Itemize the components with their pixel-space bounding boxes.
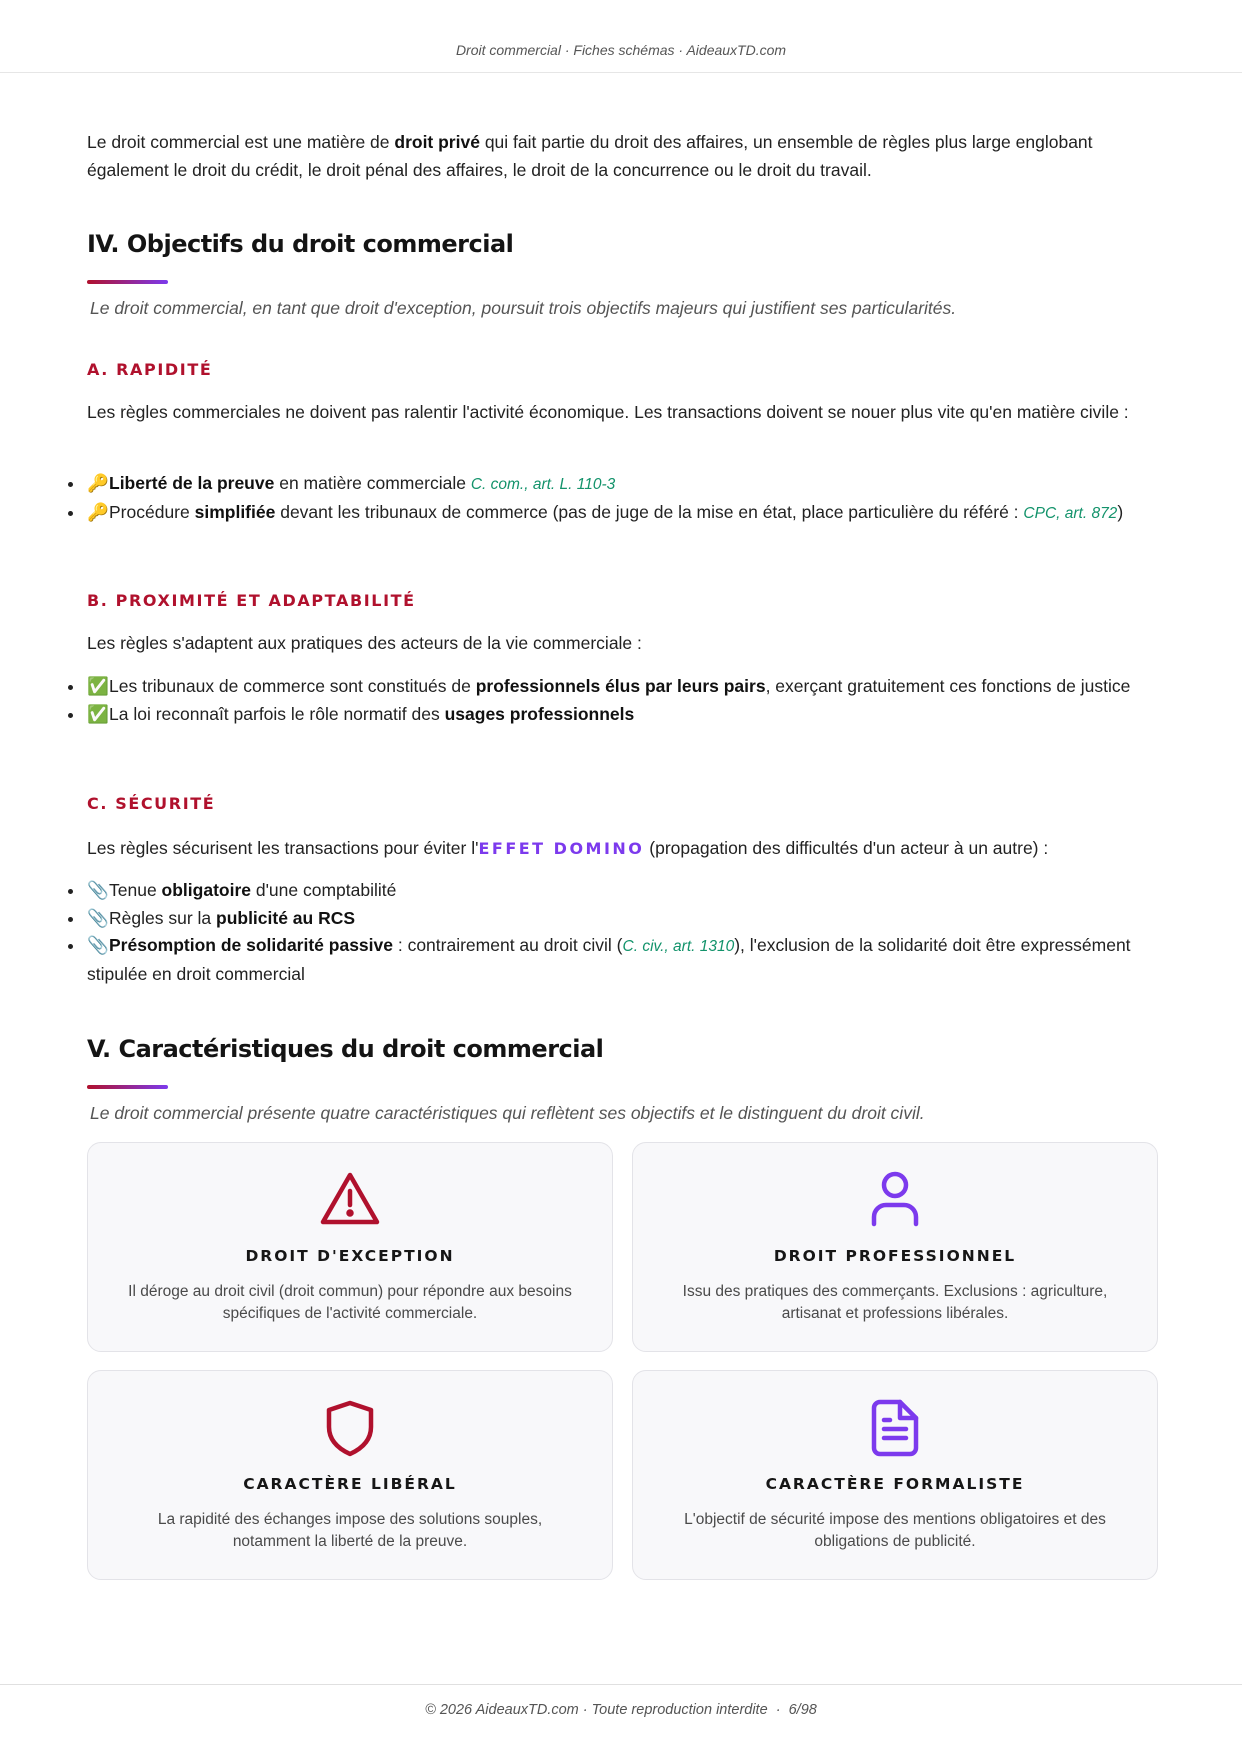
list-item: 📎Présomption de solidarité passive : contrairement au droit civil (C. civ., art. 1310), l'exclusion de la solidarité doit être expressément stipulée en droit commercial	[87, 932, 1157, 988]
list-item: 📎Règles sur la publicité au RCS	[87, 905, 1157, 933]
copyright-text: © 2026 AideauxTD.com · Toute reproduction interdite	[425, 1702, 768, 1718]
list-item: ✅La loi reconnaît parfois le rôle normatif des usages professionnels	[87, 701, 1157, 729]
document-icon	[633, 1399, 1157, 1457]
intro-bold: droit privé	[394, 132, 480, 152]
card-droit-professionnel	[632, 1142, 1158, 1352]
page-header	[0, 0, 1242, 73]
paperclip-icon: 📎	[87, 880, 109, 900]
subsection-a-title: A. RAPIDITÉ	[87, 360, 213, 379]
card-caractere-formaliste	[632, 1370, 1158, 1580]
card-title: CARACTÈRE LIBÉRAL	[243, 1475, 457, 1493]
legal-reference: C. civ., art. 1310	[622, 938, 735, 955]
header-text: Droit commercial · Fiches schémas · AideauxTD.com	[455, 42, 787, 58]
list-item: ✅Les tribunaux de commerce sont constitués de professionnels élus par leurs pairs, exerçant gratuitement ces fonctions de justice	[87, 673, 1157, 701]
legal-reference: C. com., art. L. 110-3	[470, 476, 616, 493]
section-iv-lead: Le droit commercial, en tant que droit d'exception, poursuit trois objectifs majeurs qui justifient ses particularités.	[90, 298, 957, 318]
card-text: Il déroge au droit civil (droit commun) pour répondre aux besoins spécifiques de l'activité commerciale.	[128, 1283, 572, 1322]
card-title: CARACTÈRE FORMALISTE	[765, 1475, 1025, 1493]
intro-text-before: Le droit commercial est une matière de	[87, 132, 395, 152]
list-item: 🔑Liberté de la preuve en matière commerciale C. com., art. L. 110-3	[87, 470, 1157, 499]
card-text: La rapidité des échanges impose des solutions souples, notamment la liberté de la preuve.	[157, 1511, 543, 1550]
section-v-underline	[87, 1085, 168, 1089]
subsection-b-text: Les règles s'adaptent aux pratiques des acteurs de la vie commerciale :	[87, 633, 642, 653]
card-text: Issu des pratiques des commerçants. Exclusions : agriculture, artisanat et professions libérales.	[682, 1283, 1108, 1322]
page-footer	[0, 1684, 1242, 1754]
subsection-b-title: B. PROXIMITÉ ET ADAPTABILITÉ	[87, 591, 416, 610]
card-title: DROIT D'EXCEPTION	[245, 1247, 455, 1265]
intro-text-after: qui fait partie du droit des affaires, un ensemble de règles plus large englobant également le droit du crédit, le droit pénal des affaires, le droit de la concurrence ou le droit du travail.	[87, 132, 1093, 180]
list-item: 📎Tenue obligatoire d'une comptabilité	[87, 877, 1157, 905]
intro-paragraph	[87, 128, 1157, 184]
legal-reference: CPC, art. 872	[1023, 504, 1118, 522]
card-caractere-liberal	[87, 1370, 613, 1580]
key-icon: 🔑	[87, 473, 109, 493]
key-icon: 🔑	[87, 501, 109, 522]
subsection-c-title: C. SÉCURITÉ	[87, 794, 216, 813]
list-item: 🔑Procédure simplifiée devant les tribunaux de commerce (pas de juge de la mise en état, place particulière du référé : CPC, art. 872)	[87, 499, 1157, 528]
subsection-a-list	[87, 470, 1157, 527]
warning-triangle-icon	[88, 1171, 612, 1229]
card-text: L'objectif de sécurité impose des mentions obligatoires et des obligations de publicité.	[684, 1511, 1106, 1550]
card-title: DROIT PROFESSIONNEL	[773, 1247, 1017, 1265]
card-droit-exception	[87, 1142, 613, 1352]
subsection-c-text: Les règles sécurisent les transactions pour éviter l'EFFET DOMINO (propagation des difficultés d'un acteur à un autre) :	[87, 838, 1049, 858]
page-number: 6/98	[788, 1702, 817, 1718]
section-iv-underline	[87, 280, 168, 284]
user-icon	[633, 1171, 1157, 1229]
paperclip-icon: 📎	[87, 907, 109, 928]
footer-text: © 2026 AideauxTD.com · Toute reproduction interdite · 6/98	[425, 1702, 817, 1718]
subsection-c-list	[87, 877, 1157, 988]
subsection-a-text: Les règles commerciales ne doivent pas ralentir l'activité économique. Les transactions doivent se nouer plus vite qu'en matière civile :	[87, 402, 1129, 422]
section-v-title: V. Caractéristiques du droit commercial	[87, 1035, 604, 1063]
section-iv-title: IV. Objectifs du droit commercial	[87, 230, 514, 258]
section-v-lead: Le droit commercial présente quatre caractéristiques qui reflètent ses objectifs et le distinguent du droit civil.	[90, 1103, 925, 1123]
shield-icon	[88, 1399, 612, 1457]
check-icon: ✅	[87, 676, 109, 696]
check-icon: ✅	[87, 703, 109, 724]
effet-domino-highlight: EFFET DOMINO	[478, 839, 645, 858]
paperclip-icon: 📎	[87, 935, 109, 955]
subsection-b-list	[87, 673, 1157, 728]
